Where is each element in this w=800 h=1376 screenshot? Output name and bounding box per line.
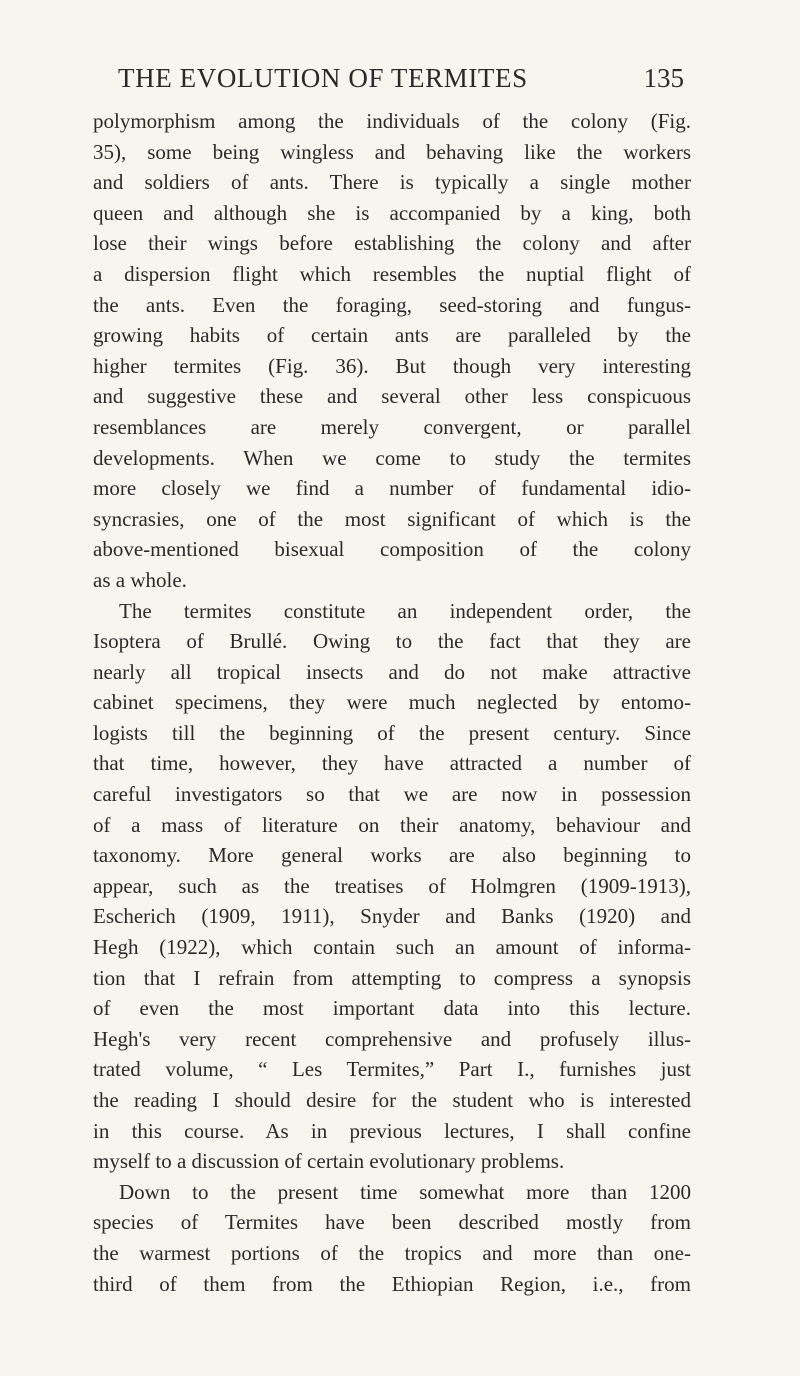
text-line: cabinet specimens, they were much neglected by entomo- (93, 690, 691, 715)
body-text (93, 106, 691, 1299)
text-line: resemblances are merely convergent, or parallel (93, 414, 691, 439)
text-line: Hegh (1922), which contain such an amount of informa- (93, 935, 691, 960)
text-line: nearly all tropical insects and do not make attractive (93, 659, 691, 684)
text-line: trated volume, “ Les Termites,” Part I., furnishes just (93, 1057, 691, 1082)
text-line: Isoptera of Brullé. Owing to the fact that they are (93, 629, 691, 654)
paragraph-start-line: The termites constitute an independent order, the (119, 598, 691, 623)
text-line: of a mass of literature on their anatomy, behaviour and (93, 812, 691, 837)
paragraph-end-line: as a whole. (93, 567, 187, 592)
text-line: developments. When we come to study the termites (93, 445, 691, 470)
text-line: higher termites (Fig. 36). But though very interesting (93, 353, 691, 378)
text-line: above-mentioned bisexual composition of the colony (93, 537, 691, 562)
paragraph-start-line: Down to the present time somewhat more than 1200 (119, 1179, 691, 1204)
text-line: that time, however, they have attracted a number of (93, 751, 691, 776)
paragraph-end-line: myself to a discussion of certain evolutionary problems. (93, 1149, 565, 1174)
text-line: and soldiers of ants. There is typically a single mother (93, 170, 691, 195)
text-line: queen and although she is accompanied by a king, both (93, 200, 691, 225)
text-line: careful investigators so that we are now in possession (93, 782, 691, 807)
text-line: species of Termites have been described mostly from (93, 1210, 691, 1235)
page-header (118, 58, 684, 98)
text-line: logists till the beginning of the present century. Since (93, 720, 691, 745)
text-line: 35), some being wingless and behaving like the workers (93, 139, 691, 164)
text-line: tion that I refrain from attempting to compress a synopsis (93, 965, 691, 990)
text-line: third of them from the Ethiopian Region, i.e., from (93, 1271, 691, 1296)
text-line: Escherich (1909, 1911), Snyder and Banks (1920) and (93, 904, 691, 929)
text-line: a dispersion flight which resembles the nuptial flight of (93, 261, 691, 286)
text-line: the warmest portions of the tropics and more than one- (93, 1240, 691, 1265)
text-line: syncrasies, one of the most significant of which is the (93, 506, 691, 531)
text-line: of even the most important data into this lecture. (93, 996, 691, 1021)
text-line: Hegh's very recent comprehensive and profusely illus- (93, 1026, 691, 1051)
running-title: THE EVOLUTION OF TERMITES (118, 63, 528, 93)
page-number: 135 (643, 63, 684, 93)
text-line: and suggestive these and several other less conspicuous (93, 384, 691, 409)
text-line: appear, such as the treatises of Holmgren (1909-1913), (93, 873, 691, 898)
text-line: taxonomy. More general works are also beginning to (93, 843, 691, 868)
text-line: the reading I should desire for the student who is interested (93, 1088, 691, 1112)
text-line: more closely we find a number of fundamental idio- (93, 476, 691, 501)
text-line: lose their wings before establishing the colony and after (93, 231, 691, 256)
text-line: in this course. As in previous lectures, I shall confine (93, 1118, 691, 1143)
text-line: the ants. Even the foraging, seed-storing and fungus- (93, 292, 691, 317)
text-line: polymorphism among the individuals of the colony (Fig. (93, 109, 691, 133)
text-line: growing habits of certain ants are paralleled by the (93, 323, 691, 348)
